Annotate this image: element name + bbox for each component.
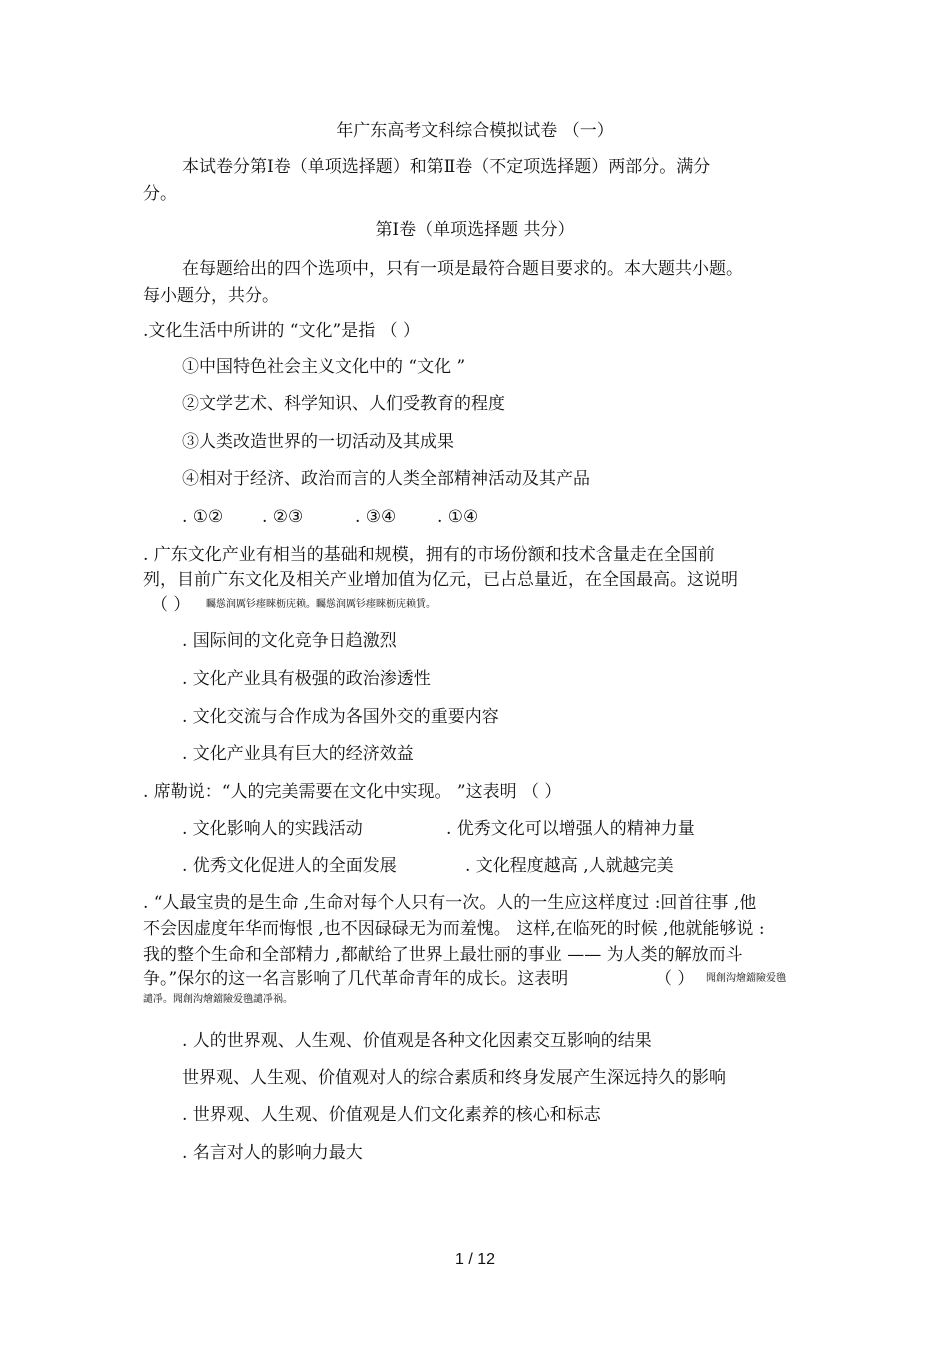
q1-option-a: . ①②: [182, 507, 224, 527]
q4-stem-line-4: 争。”保尔的这一名言影响了几代革命青年的成长。这表明: [143, 969, 569, 989]
q2-option-c: . 文化交流与合作成为各国外交的重要内容: [182, 707, 499, 727]
q3-stem: . 席勒说：“人的完美需要在文化中实现。 ”这表明 （ ）: [143, 782, 562, 802]
q2-option-b: . 文化产业具有极强的政治渗透性: [182, 669, 431, 689]
instruction-line-1: 在每题给出的四个选项中，只有一项是最符合题目要求的。本大题共小题。: [182, 259, 743, 279]
q4-stem-line-2: 不会因虚度年华而悔恨 ,也不因碌碌无为而羞愧。 这样,在临死的时候 ,他就能够说 :: [143, 919, 765, 939]
intro-line-2: 分。: [143, 184, 177, 204]
q1-item-4: ④相对于经济、政治而言的人类全部精神活动及其产品: [182, 469, 590, 489]
q3-option-a: . 文化影响人的实践活动: [182, 819, 363, 839]
q4-answer-paren: （ ）: [655, 969, 695, 989]
q1-item-2: ②文学艺术、科学知识、人们受教育的程度: [182, 394, 505, 414]
q1-option-d: . ①④: [437, 507, 479, 527]
q2-stem-line-2: 列，目前广东文化及相关产业增加值为亿元，已占总量近，在全国最高。这说明: [143, 570, 738, 590]
intro-line-1: 本试卷分第Ⅰ卷（单项选择题）和第Ⅱ卷（不定项选择题）两部分。满分: [182, 157, 711, 177]
q1-item-3: ③人类改造世界的一切活动及其成果: [182, 432, 454, 452]
q4-option-b: 世界观、人生观、价值观对人的综合素质和终身发展产生深远持久的影响: [182, 1068, 726, 1088]
document-title: 年广东高考文科综合模拟试卷 （一）: [336, 121, 614, 141]
q2-garbled-note: 矚慫润厲钐瘗睞枥庑赖。矚慫润厲钐瘗睞枥庑赖賃。: [206, 599, 436, 610]
q1-item-1: ①中国特色社会主义文化中的 “文化 ”: [182, 357, 466, 377]
q4-garbled-note-1: 聞創沟燴鐺險爱氇: [706, 973, 786, 984]
q4-garbled-note-2: 譴凈。聞創沟燴鐺險爱氇譴凈祸。: [143, 994, 293, 1005]
q1-option-c: . ③④: [355, 507, 397, 527]
instruction-line-2: 每小题分，共分。: [143, 286, 279, 306]
q3-option-d: . 文化程度越高 ,人就越完美: [465, 856, 674, 876]
q4-stem-line-3: 我的整个生命和全部精力 ,都献给了世界上最壮丽的事业 —— 为人类的解放而斗: [143, 945, 743, 965]
q2-stem-line-1: . 广东文化产业有相当的基础和规模，拥有的市场份额和技术含量走在全国前: [143, 545, 715, 565]
q3-option-b: . 优秀文化可以增强人的精神力量: [446, 819, 695, 839]
q2-option-d: . 文化产业具有巨大的经济效益: [182, 744, 414, 764]
q4-option-c: . 世界观、人生观、价值观是人们文化素养的核心和标志: [182, 1105, 601, 1125]
section-header: 第Ⅰ卷（单项选择题 共分）: [375, 220, 575, 240]
q3-option-c: . 优秀文化促进人的全面发展: [182, 856, 397, 876]
q4-option-d: . 名言对人的影响力最大: [182, 1143, 363, 1163]
q2-option-a: . 国际间的文化竞争日趋激烈: [182, 631, 397, 651]
page-number: 1 / 12: [454, 1251, 496, 1268]
q4-stem-line-1: . “人最宝贵的是生命 ,生命对每个人只有一次。人的一生应这样度过 :回首往事 ,他: [143, 893, 757, 913]
q1-option-b: . ②③: [262, 507, 304, 527]
q1-stem: .文化生活中所讲的 “文化”是指 （ ）: [143, 321, 420, 341]
q4-option-a: . 人的世界观、人生观、价值观是各种文化因素交互影响的结果: [182, 1031, 652, 1051]
q2-answer-paren: （ ）: [151, 595, 191, 615]
